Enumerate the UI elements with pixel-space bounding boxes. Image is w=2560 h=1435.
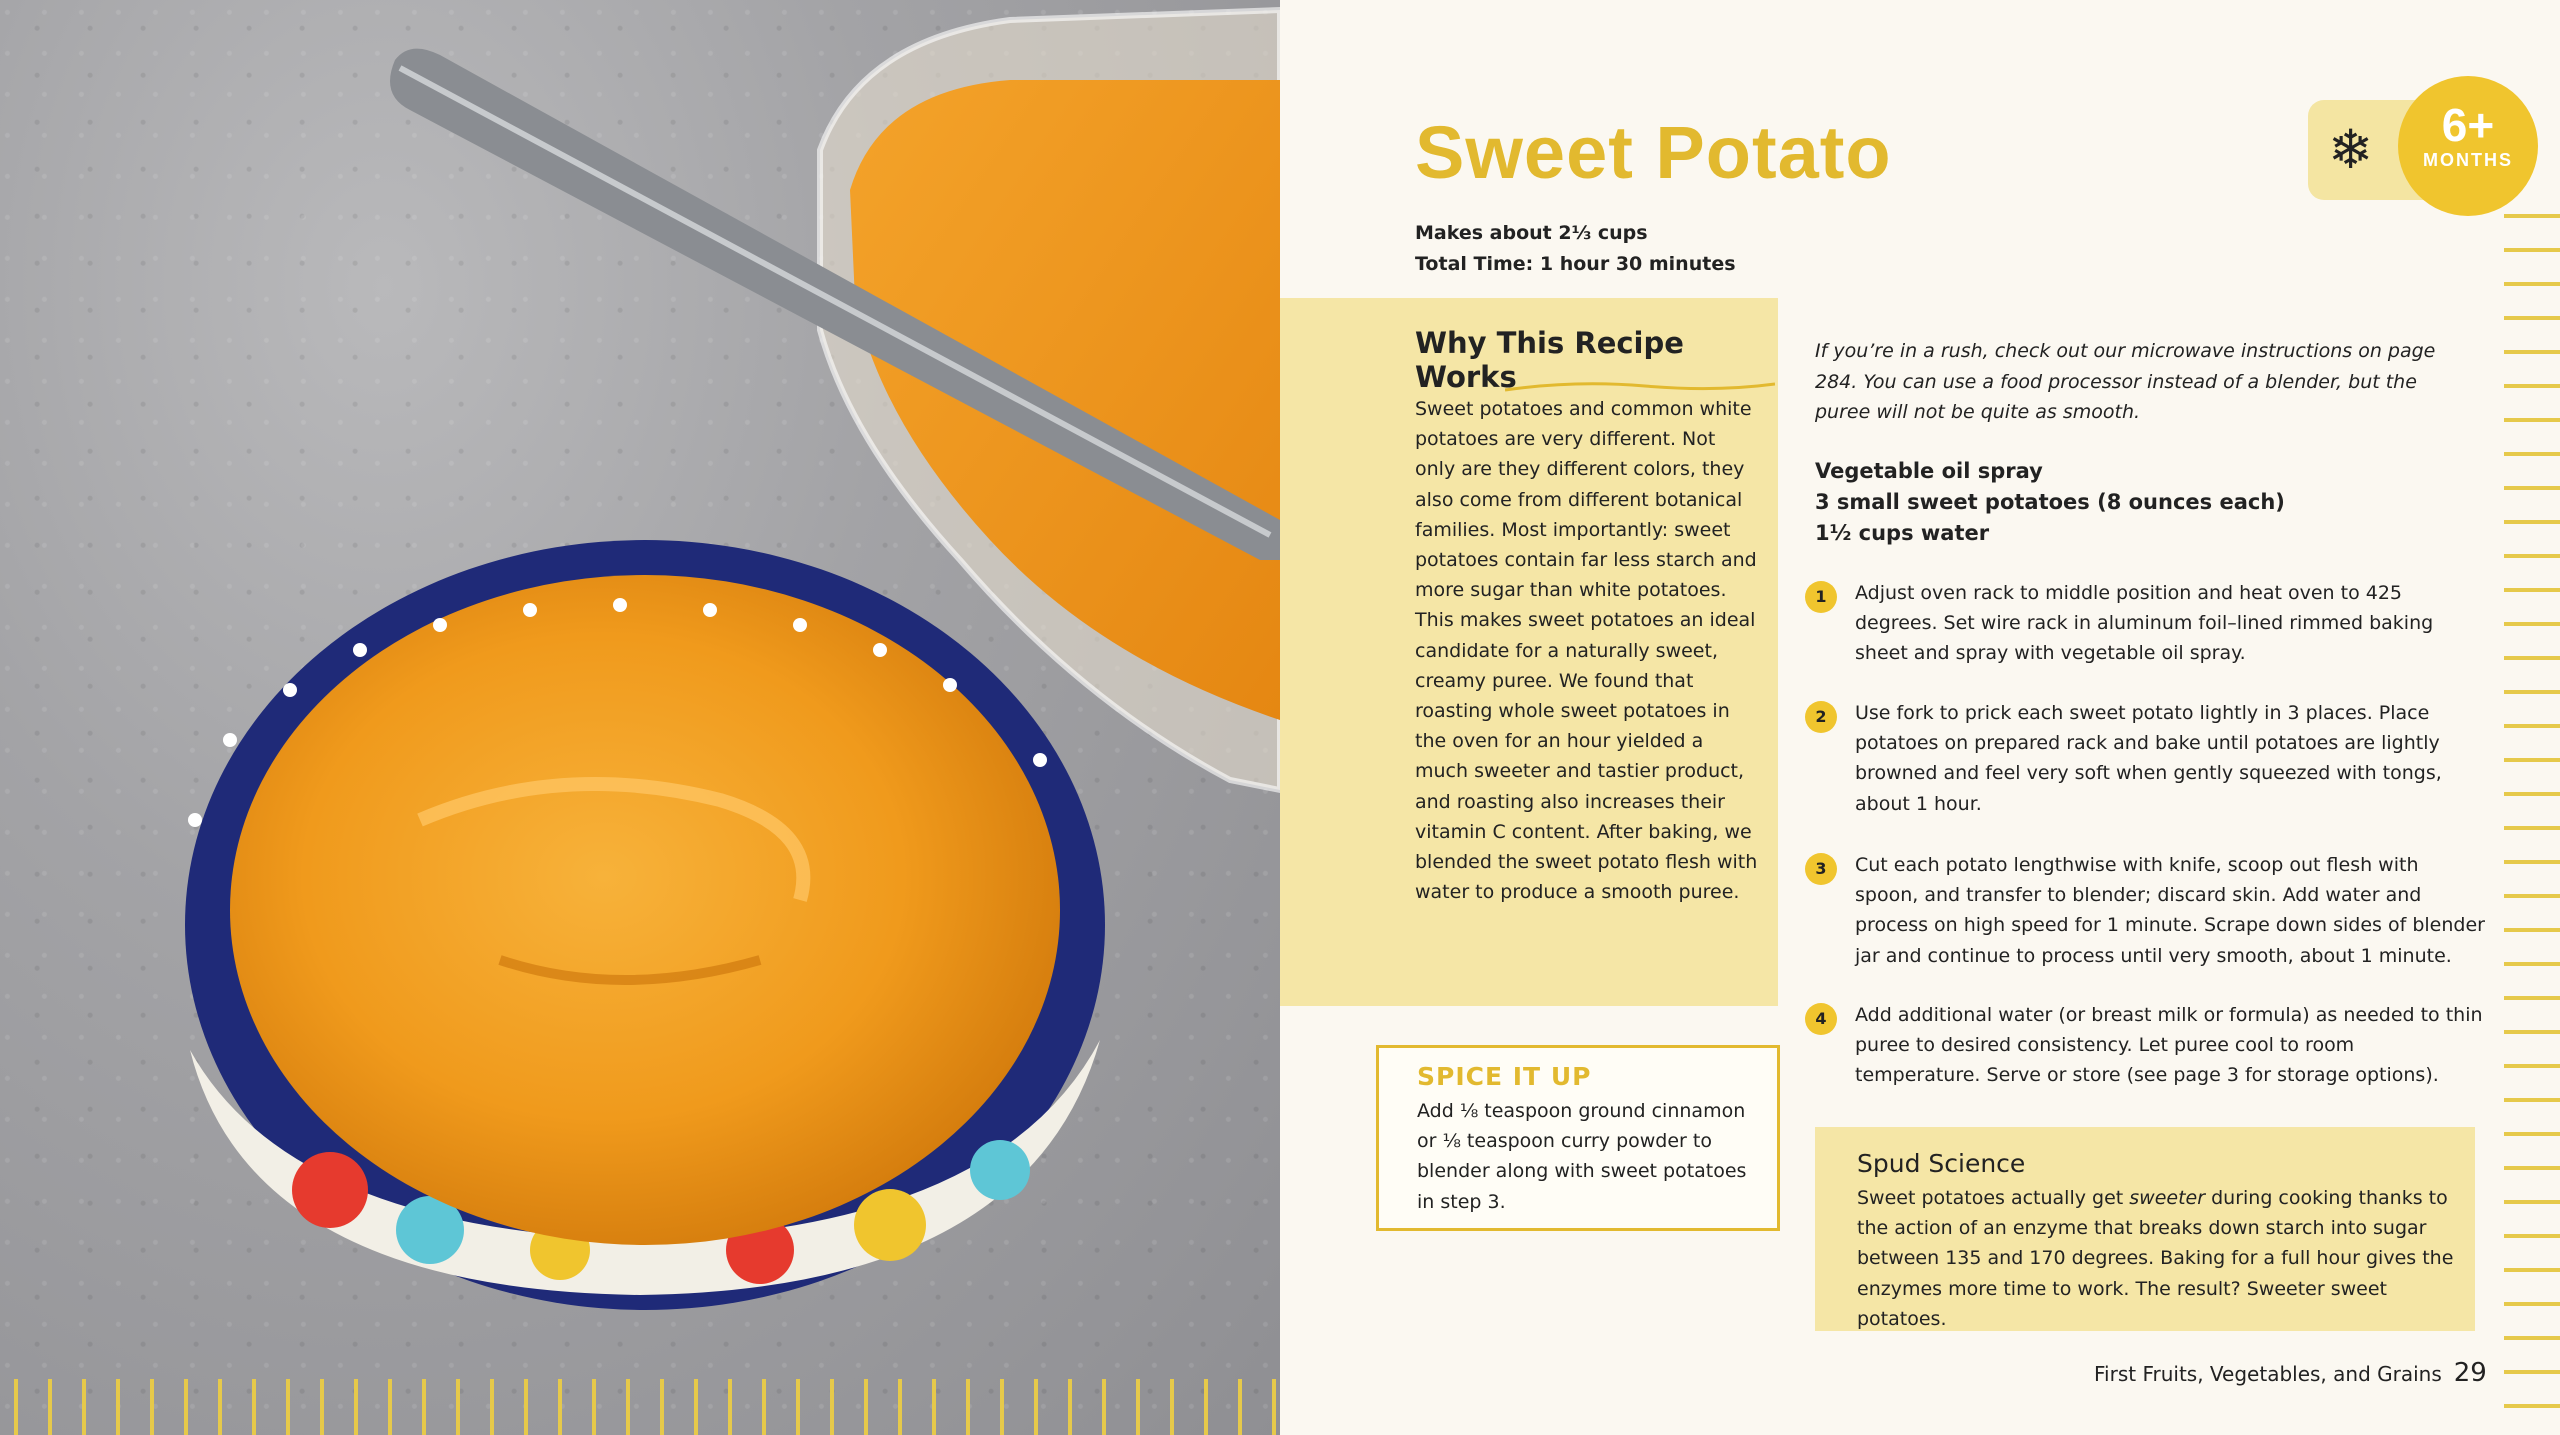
recipe-yield-info: [1415, 218, 1736, 280]
decorative-ticks-right: [2504, 200, 2560, 1435]
spud-body: Sweet potatoes actually get sweeter during cooking thanks to the action of an enzyme that breaks down starch into sugar between 135 and 170 degrees. Baking for a full hour gives the enzymes more time to work. The result? Sweeter sweet potatoes.: [1857, 1187, 2454, 1330]
ingredient-item: 1½ cups water: [1815, 521, 1990, 545]
spice-heading: SPICE IT UP: [1417, 1062, 1592, 1091]
page-number: 29: [2453, 1358, 2487, 1388]
spud-heading: Spud Science: [1857, 1149, 2026, 1178]
step-text: Cut each potato lengthwise with knife, scoop out flesh with spoon, and transfer to blender; discard skin. Add water and process on high speed for 1 minute. Scrape down sides of blender jar and continue to process until very smooth, about 1 minute.: [1855, 854, 2485, 967]
spice-it-up-box: [1376, 1045, 1780, 1231]
page-footer: [2094, 1358, 2487, 1388]
age-badge: [2308, 100, 2538, 200]
makes-text: Makes about 2⅓ cups: [1415, 222, 1648, 244]
step-number-badge: 1: [1805, 581, 1837, 613]
ingredient-item: Vegetable oil spray: [1815, 459, 2043, 483]
age-unit: MONTHS: [2423, 150, 2513, 170]
step-text: Add additional water (or breast milk or formula) as needed to thin puree to desired consistency. Let puree cool to room temperature. Serve or store (see page 3 for storage options).: [1855, 1004, 2483, 1087]
why-this-recipe-works-box: [1280, 298, 1778, 1006]
why-body: Sweet potatoes and common white potatoes are very different. Not only are they different colors, they also come from different botanical families. Most importantly: sweet potatoes contain far less starch and more sugar than white potatoes. This makes sweet potatoes an ideal candidate for a naturally sweet, creamy puree. We found that roasting whole sweet potatoes in the oven for an hour yielded a much sweeter and tastier product, and roasting also increases their vitamin C content. After baking, we blended the sweet potato flesh with water to produce a smooth puree.: [1415, 398, 1758, 904]
age-circle: [2398, 76, 2538, 216]
spice-body: Add ⅛ teaspoon ground cinnamon or ⅛ teaspoon curry powder to blender along with sweet potatoes in step 3.: [1417, 1100, 1747, 1213]
why-heading: Why This Recipe Works: [1415, 326, 1684, 394]
spud-science-box: [1815, 1127, 2475, 1331]
step-number-badge: 2: [1805, 701, 1837, 733]
age-number: 6+: [2441, 99, 2495, 151]
step-number-badge: 3: [1805, 853, 1837, 885]
snowflake-icon: ❄: [2328, 118, 2374, 181]
chapter-title: First Fruits, Vegetables, and Grains: [2094, 1362, 2442, 1386]
decorative-ticks-bottom: [0, 1379, 1280, 1435]
ingredient-item: 3 small sweet potatoes (8 ounces each): [1815, 490, 2285, 514]
ingredients-list: [1815, 456, 2285, 549]
recipe-title: Sweet Potato: [1415, 111, 1892, 194]
total-time-text: Total Time: 1 hour 30 minutes: [1415, 253, 1736, 275]
recipe-intro-note: If you’re in a rush, check out our microwave instructions on page 284. You can use a food processor instead of a blender, but the puree will not be quite as smooth.: [1815, 340, 2436, 423]
step-text: Adjust oven rack to middle position and heat oven to 425 degrees. Set wire rack in aluminum foil–lined rimmed baking sheet and spray with vegetable oil spray.: [1855, 582, 2434, 665]
step-number-badge: 4: [1805, 1003, 1837, 1035]
step-text: Use fork to prick each sweet potato lightly in 3 places. Place potatoes on prepared rack and bake until potatoes are lightly browned and feel very soft when gently squeezed with tongs, about 1 hour.: [1855, 702, 2442, 815]
